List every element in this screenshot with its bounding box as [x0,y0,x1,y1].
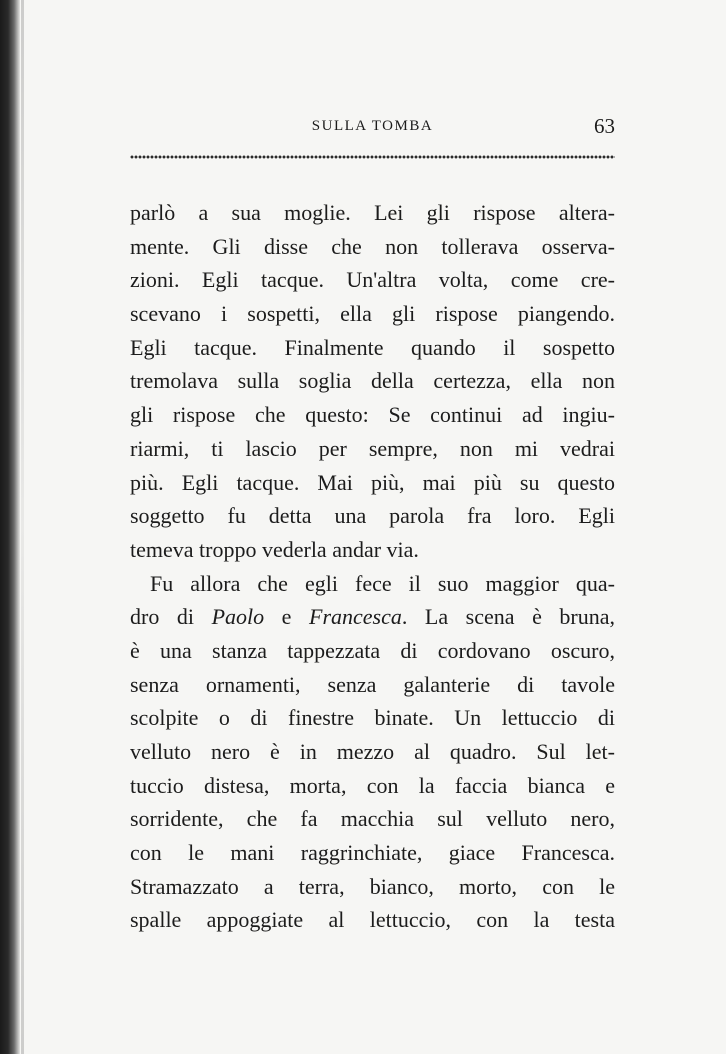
text-line-paragraph-start: Fu allora che egli fece il suo maggior qua- [150,570,615,596]
text-body [130,196,615,937]
text-line: sorridente, che fa macchia sul velluto nero, [130,806,615,832]
text-line: con le mani raggrinchiate, giace Francesca. [130,840,615,866]
text-line: zioni. Egli tacque. Un'altra volta, come cre- [130,267,615,293]
text-line: tuccio distesa, morta, con la faccia bianca e [130,772,615,798]
text-segment: dro di [130,604,212,630]
italic-title-paolo: Paolo [211,604,265,630]
book-binding-edge [0,0,20,1054]
text-line: gli rispose che questo: Se continui ad ingiu- [130,402,615,428]
text-line: senza ornamenti, senza galanterie di tavole [130,671,615,697]
text-line: riarmi, ti lascio per sempre, non mi vedrai [130,435,615,461]
text-line: soggetto fu detta una parola fra loro. Egli [130,503,615,529]
text-segment: . La scena è bruna, [401,604,615,630]
page-number: 63 [594,114,615,138]
ornamental-rule [130,153,615,161]
running-head [130,114,615,144]
text-line: Stramazzato a terra, bianco, morto, con le [130,873,615,899]
running-title: SULLA TOMBA [311,118,434,134]
text-line-with-titles [130,600,615,634]
text-line: Egli tacque. Finalmente quando il sospetto [130,334,615,360]
text-line: mente. Gli disse che non tollerava osserva- [130,233,615,259]
text-line: è una stanza tappezzata di cordovano oscuro, [130,637,615,663]
text-line: parlò a sua moglie. Lei gli rispose altera- [130,200,615,225]
italic-title-francesca: Francesca [309,604,402,630]
text-line: velluto nero è in mezzo al quadro. Sul let- [130,739,615,764]
text-line: più. Egli tacque. Mai più, mai più su questo [130,469,615,495]
text-line: scevano i sospetti, ella gli rispose piangendo. [130,301,615,327]
text-segment: e [264,604,309,630]
text-line-paragraph-end: temeva troppo vederla andar via. [130,536,419,562]
text-line: scolpite o di finestre binate. Un lettuccio di [130,705,615,731]
text-line: tremolava sulla soglia della certezza, ella non [130,368,615,394]
text-line: spalle appoggiate al lettuccio, con la testa [130,907,615,933]
